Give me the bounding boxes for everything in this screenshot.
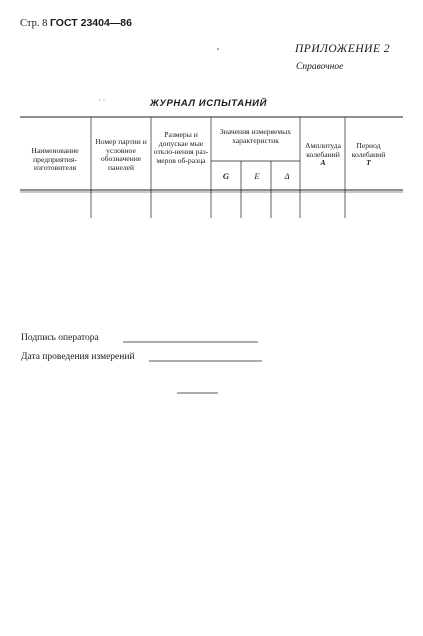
amplitude-label: Амплитуда колебаний [305,141,341,159]
period-symbol: T [366,158,371,168]
column-header-amplitude [301,142,345,168]
page-number: Стр. 8 [20,18,48,29]
appendix-title: ПРИЛОЖЕНИЕ 2 [295,43,391,55]
subcolumn-g: G [222,171,230,181]
journal-title: ЖУРНАЛ ИСПЫТАНИЙ [150,98,268,109]
column-header-sample-dimensions: Размеры и допускае мые откло-нения раз-меров об-разца [153,130,209,165]
standard-number: ГОСТ 23404—86 [49,17,132,29]
operator-signature-label: Подпись оператора [21,333,99,343]
column-header-batch-number: Номер партии и условное обозначение панелей [95,137,147,172]
amplitude-symbol: A [320,158,326,168]
column-header-period [346,142,391,168]
appendix-subtitle: Справочное [296,62,344,72]
subcolumn-delta: Δ [284,171,290,181]
subcolumn-e: E [254,171,260,181]
scan-speck: · · [98,96,106,105]
period-label: Период колебаний [351,141,386,159]
measurement-date-label: Дата проведения измерений [21,352,135,362]
column-header-manufacturer: Наименование предприятия-изготовителя [31,146,79,173]
scan-dot [217,48,219,50]
column-header-measured-values: Значения измеряемых характеристик [219,127,292,145]
